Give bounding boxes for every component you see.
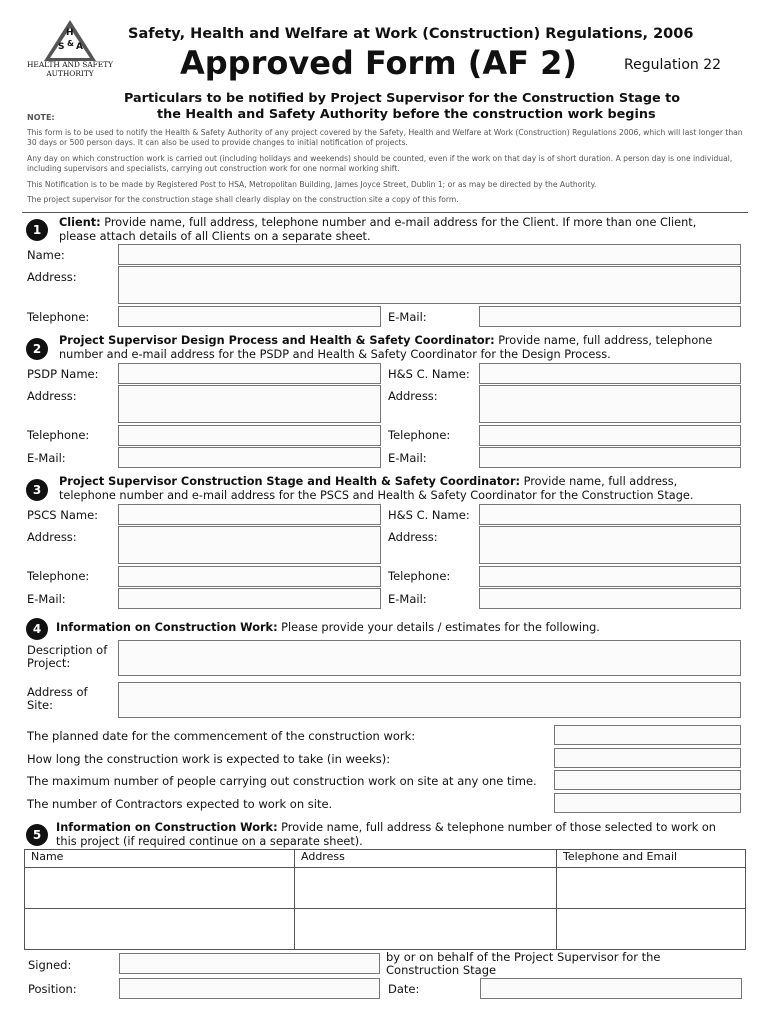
section-3-heading bbox=[59, 475, 759, 503]
section-4-title: Information on Construction Work: bbox=[56, 621, 278, 634]
psdp-hsc-telephone-label: Telephone: bbox=[388, 428, 451, 442]
regulation-title: Safety, Health and Welfare at Work (Construction) Regulations, 2006 bbox=[128, 26, 694, 42]
section-3-desc-line2: telephone number and e-mail address for the PSCS and Health & Safety Coordinator for the Construction Stage. bbox=[59, 489, 694, 502]
on-behalf-line2: Construction Stage bbox=[386, 963, 497, 977]
psdp-hsc-name-field[interactable] bbox=[479, 363, 741, 384]
form-title: Approved Form (AF 2) bbox=[180, 44, 578, 82]
client-telephone-field[interactable] bbox=[118, 306, 381, 327]
duration-weeks-field[interactable] bbox=[554, 748, 741, 768]
client-address-field[interactable] bbox=[118, 266, 741, 304]
logo-letter-a: A bbox=[76, 42, 83, 52]
pscs-name-label: PSCS Name: bbox=[27, 508, 99, 522]
psdp-telephone-field[interactable] bbox=[118, 425, 381, 446]
pscs-hsc-address-field[interactable] bbox=[479, 526, 741, 564]
commencement-date-question: The planned date for the commencement of the construction work: bbox=[27, 729, 416, 743]
signature-field[interactable] bbox=[119, 953, 380, 974]
contractors-count-field[interactable] bbox=[554, 793, 741, 813]
date-label: Date: bbox=[388, 982, 420, 996]
pscs-hsc-telephone-label: Telephone: bbox=[388, 569, 451, 583]
project-description-label-2: Project: bbox=[27, 656, 71, 670]
section-2-number: 2 bbox=[26, 338, 48, 360]
psdp-hsc-email-label: E-Mail: bbox=[388, 451, 427, 465]
contractors-count-question: The number of Contractors expected to work on site. bbox=[27, 797, 333, 811]
regulation-ref: Regulation 22 bbox=[624, 57, 722, 73]
pscs-address-label: Address: bbox=[27, 530, 77, 544]
psdp-address-label: Address: bbox=[27, 389, 77, 403]
section-1-title: Client: bbox=[59, 216, 101, 229]
table-row bbox=[25, 909, 746, 950]
pscs-telephone-field[interactable] bbox=[118, 566, 381, 587]
pscs-telephone-label: Telephone: bbox=[27, 569, 90, 583]
section-1-number: 1 bbox=[26, 219, 48, 241]
note-2: Any day on which construction work is carried out (including holidays and weekends) should be counted, even if the work on that day is of short duration. A person day is one individual, including supervisors and specialists, carrying out construction work for one normal working shift. bbox=[27, 154, 733, 173]
section-2-desc-line1: Provide name, full address, telephone bbox=[494, 334, 713, 347]
client-name-field[interactable] bbox=[118, 244, 741, 265]
subtitle-line1: Particulars to be notified by Project Supervisor for the Construction Stage to bbox=[124, 91, 681, 106]
pscs-hsc-telephone-field[interactable] bbox=[479, 566, 741, 587]
logo-letter-h: H bbox=[66, 28, 74, 38]
section-5-title: Information on Construction Work: bbox=[56, 821, 278, 834]
project-description-label-1: Description of bbox=[27, 643, 108, 657]
psdp-hsc-telephone-field[interactable] bbox=[479, 425, 741, 446]
pscs-hsc-email-label: E-Mail: bbox=[388, 592, 427, 606]
section-4-desc: Please provide your details / estimates for the following. bbox=[277, 621, 600, 634]
section-1-heading bbox=[59, 216, 749, 244]
contractor-address-cell[interactable] bbox=[295, 909, 557, 950]
pscs-hsc-name-field[interactable] bbox=[479, 504, 741, 525]
contractor-address-cell[interactable] bbox=[295, 868, 557, 909]
psdp-name-field[interactable] bbox=[118, 363, 381, 384]
note-3: This Notification is to be made by Registered Post to HSA, Metropolitan Building, James Joyce Street, Dublin 1; or as may be directed by the Authority. bbox=[27, 180, 597, 189]
logo-ampersand: & bbox=[67, 39, 74, 48]
psdp-hsc-address-field[interactable] bbox=[479, 385, 741, 423]
psdp-address-field[interactable] bbox=[118, 385, 381, 423]
commencement-date-field[interactable] bbox=[554, 725, 741, 745]
client-telephone-label: Telephone: bbox=[27, 310, 90, 324]
max-people-field[interactable] bbox=[554, 770, 741, 790]
on-behalf-line1: by or on behalf of the Project Supervisor for the bbox=[386, 950, 661, 964]
section-5-heading bbox=[56, 821, 756, 849]
note-1: This form is to be used to notify the Health & Safety Authority of any project covered by the Safety, Health and Welfare at Work (Construction) Regulations 2006, which will last longer than 30 days or 500 person days. It can also be used to provide changes to initial notification of projects. bbox=[27, 128, 743, 147]
note-4: The project supervisor for the construction stage shall clearly display on the construction site a copy of this form. bbox=[27, 195, 459, 204]
table-row bbox=[25, 868, 746, 909]
pscs-hsc-name-label: H&S C. Name: bbox=[388, 508, 470, 522]
logo-letter-s: S bbox=[58, 42, 65, 52]
project-description-field[interactable] bbox=[118, 640, 741, 676]
pscs-email-field[interactable] bbox=[118, 588, 381, 609]
duration-weeks-question: How long the construction work is expected to take (in weeks): bbox=[27, 752, 391, 766]
section-1-desc-line1: Provide name, full address, telephone number and e-mail address for the Client. If more than one Client, bbox=[100, 216, 697, 229]
section-4-number: 4 bbox=[26, 618, 48, 640]
section-2-heading bbox=[59, 334, 749, 362]
col-address-header: Address bbox=[295, 850, 557, 868]
header-divider bbox=[22, 212, 748, 213]
logo-org-line2: AUTHORITY bbox=[46, 69, 94, 78]
site-address-label-2: Site: bbox=[27, 698, 53, 712]
psdp-email-label: E-Mail: bbox=[27, 451, 66, 465]
section-4-heading bbox=[56, 621, 746, 635]
section-2-desc-line2: number and e-mail address for the PSDP and Health & Safety Coordinator for the Design Process. bbox=[59, 348, 611, 361]
psdp-telephone-label: Telephone: bbox=[27, 428, 90, 442]
contractor-name-cell[interactable] bbox=[25, 868, 295, 909]
contractor-phone-cell[interactable] bbox=[557, 868, 746, 909]
site-address-label-1: Address of bbox=[27, 685, 88, 699]
section-5-number: 5 bbox=[26, 824, 48, 846]
client-email-label: E-Mail: bbox=[388, 310, 427, 324]
section-2-title: Project Supervisor Design Process and Health & Safety Coordinator: bbox=[59, 334, 495, 347]
section-5-desc-line2: this project (if required continue on a separate sheet). bbox=[56, 835, 363, 848]
subtitle-line2: the Health and Safety Authority before the construction work begins bbox=[157, 107, 656, 122]
psdp-hsc-email-field[interactable] bbox=[479, 447, 741, 468]
pscs-hsc-email-field[interactable] bbox=[479, 588, 741, 609]
psdp-hsc-address-label: Address: bbox=[388, 389, 438, 403]
client-name-label: Name: bbox=[27, 248, 65, 262]
pscs-name-field[interactable] bbox=[118, 504, 381, 525]
psdp-hsc-name-label: H&S C. Name: bbox=[388, 367, 470, 381]
position-label: Position: bbox=[28, 982, 77, 996]
contractors-table bbox=[24, 849, 746, 950]
col-phone-header: Telephone and Email bbox=[557, 850, 746, 868]
position-field[interactable] bbox=[119, 978, 380, 999]
section-1-desc-line2: please attach details of all Clients on a separate sheet. bbox=[59, 230, 371, 243]
contractor-phone-cell[interactable] bbox=[557, 909, 746, 950]
client-address-label: Address: bbox=[27, 270, 77, 284]
section-3-title: Project Supervisor Construction Stage and Health & Safety Coordinator: bbox=[59, 475, 521, 488]
pscs-hsc-address-label: Address: bbox=[388, 530, 438, 544]
section-3-number: 3 bbox=[26, 479, 48, 501]
pscs-address-field[interactable] bbox=[118, 526, 381, 564]
logo-org-line1: HEALTH AND SAFETY bbox=[26, 60, 114, 69]
psdp-name-label: PSDP Name: bbox=[27, 367, 99, 381]
signed-label: Signed: bbox=[28, 958, 72, 972]
contractor-name-cell[interactable] bbox=[25, 909, 295, 950]
site-address-field[interactable] bbox=[118, 682, 741, 718]
contractors-table-header bbox=[25, 850, 746, 868]
section-5-desc-line1: Provide name, full address & telephone number of those selected to work on bbox=[277, 821, 716, 834]
pscs-email-label: E-Mail: bbox=[27, 592, 66, 606]
client-email-field[interactable] bbox=[479, 306, 741, 327]
hsa-logo bbox=[20, 18, 120, 80]
note-label: NOTE: bbox=[27, 113, 55, 122]
col-name-header: Name bbox=[25, 850, 295, 868]
max-people-question: The maximum number of people carrying out construction work on site at any one time. bbox=[27, 774, 537, 788]
section-3-desc-line1: Provide name, full address, bbox=[520, 475, 678, 488]
date-field[interactable] bbox=[480, 978, 742, 999]
psdp-email-field[interactable] bbox=[118, 447, 381, 468]
